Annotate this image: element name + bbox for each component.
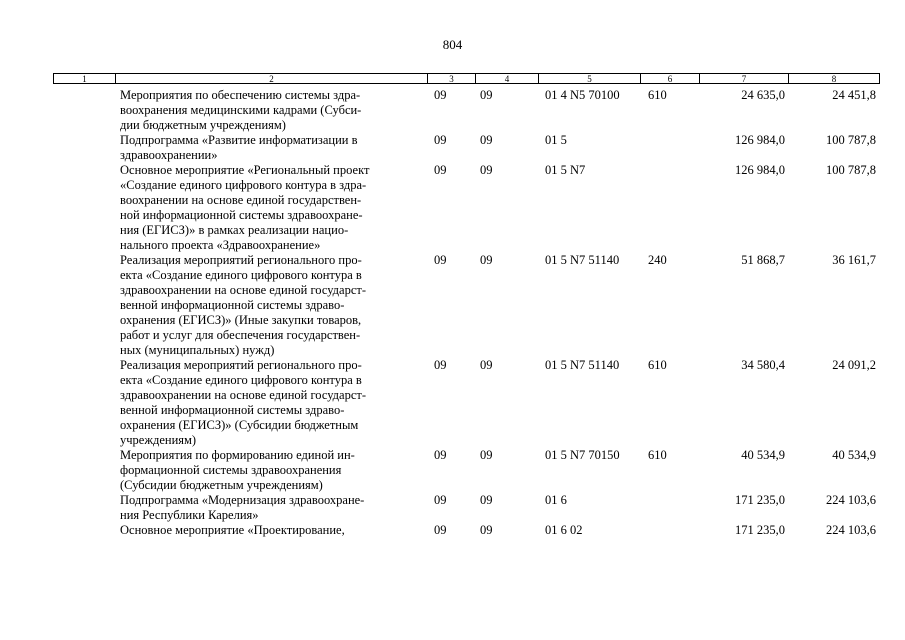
cell-col-6: 610	[648, 88, 667, 102]
description-line: екта «Создание единого цифрового контура в	[120, 268, 362, 282]
row-description	[120, 253, 420, 358]
cell-col-8: 100 787,8	[826, 163, 876, 177]
cell-col-7: 126 984,0	[735, 133, 785, 147]
description-line: нального проекта «Здравоохранение»	[120, 238, 321, 252]
header-col-3: 3	[427, 73, 476, 84]
cell-col-5: 01 4 N5 70100	[545, 88, 620, 102]
header-col-8: 8	[788, 73, 880, 84]
cell-col-7: 171 235,0	[735, 493, 785, 507]
description-line: ния Республики Карелия»	[120, 508, 259, 522]
table-row	[0, 88, 905, 133]
cell-col-5: 01 5 N7 70150	[545, 448, 620, 462]
cell-col-5: 01 6	[545, 493, 567, 507]
description-line: Подпрограмма «Модернизация здравоохране-	[120, 493, 365, 507]
cell-col-8: 24 091,2	[832, 358, 876, 372]
cell-col-7: 171 235,0	[735, 523, 785, 537]
cell-col-7: 126 984,0	[735, 163, 785, 177]
cell-col-4: 09	[480, 493, 493, 507]
description-line: венной информационной системы здраво-	[120, 298, 345, 312]
description-line: здравоохранении»	[120, 148, 218, 162]
cell-col-6: 610	[648, 358, 667, 372]
description-line: учреждениям)	[120, 433, 197, 447]
cell-col-5: 01 5 N7	[545, 163, 586, 177]
description-line: венной информационной системы здраво-	[120, 403, 345, 417]
header-col-4: 4	[475, 73, 539, 84]
description-line: (Субсидии бюджетным учреждениям)	[120, 478, 323, 492]
description-line: Мероприятия по обеспечению системы здра-	[120, 88, 361, 102]
row-description	[120, 358, 420, 448]
cell-col-7: 40 534,9	[741, 448, 785, 462]
description-line: работ и услуг для обеспечения государствен-	[120, 328, 361, 342]
table-row	[0, 358, 905, 448]
cell-col-8: 100 787,8	[826, 133, 876, 147]
description-line: ных (муниципальных) нужд)	[120, 343, 275, 357]
cell-col-7: 24 635,0	[741, 88, 785, 102]
row-description	[120, 163, 420, 253]
description-line: екта «Создание единого цифрового контура в	[120, 373, 362, 387]
cell-col-4: 09	[480, 358, 493, 372]
cell-col-6: 240	[648, 253, 667, 267]
cell-col-4: 09	[480, 133, 493, 147]
page-number: 804	[442, 37, 463, 52]
cell-col-6: 610	[648, 448, 667, 462]
cell-col-5: 01 5 N7 51140	[545, 253, 620, 267]
description-line: ния (ЕГИСЗ)» в рамках реализации нацио-	[120, 223, 349, 237]
cell-col-4: 09	[480, 163, 493, 177]
table-row	[0, 133, 905, 163]
cell-col-3: 09	[434, 448, 447, 462]
description-line: Основное мероприятие «Региональный проект	[120, 163, 370, 177]
description-line: Основное мероприятие «Проектирование,	[120, 523, 345, 537]
description-line: Мероприятия по формированию единой ин-	[120, 448, 355, 462]
description-line: Подпрограмма «Развитие информатизации в	[120, 133, 358, 147]
description-line: охранения (ЕГИСЗ)» (Субсидии бюджетным	[120, 418, 359, 432]
header-col-2: 2	[115, 73, 428, 84]
cell-col-5: 01 6 02	[545, 523, 583, 537]
row-description	[120, 493, 420, 523]
table-row	[0, 253, 905, 358]
row-description	[120, 88, 420, 133]
description-line: воохранения медицинскими кадрами (Субси-	[120, 103, 362, 117]
cell-col-4: 09	[480, 253, 493, 267]
table-row	[0, 493, 905, 523]
cell-col-8: 36 161,7	[832, 253, 876, 267]
cell-col-5: 01 5	[545, 133, 567, 147]
description-line: охранения (ЕГИСЗ)» (Иные закупки товаров,	[120, 313, 362, 327]
cell-col-8: 24 451,8	[832, 88, 876, 102]
cell-col-8: 224 103,6	[826, 523, 876, 537]
table-body	[0, 88, 905, 538]
description-line: здравоохранении на основе единой государст-	[120, 388, 367, 402]
description-line: «Создание единого цифрового контура в здра-	[120, 178, 367, 192]
header-col-5: 5	[538, 73, 641, 84]
description-line: здравоохранении на основе единой государст-	[120, 283, 367, 297]
cell-col-3: 09	[434, 493, 447, 507]
table-row	[0, 163, 905, 253]
row-description	[120, 523, 420, 538]
table-header	[53, 73, 880, 84]
cell-col-3: 09	[434, 88, 447, 102]
description-line: формационной системы здравоохранения	[120, 463, 342, 477]
table-row	[0, 523, 905, 538]
cell-col-4: 09	[480, 448, 493, 462]
cell-col-5: 01 5 N7 51140	[545, 358, 620, 372]
cell-col-8: 40 534,9	[832, 448, 876, 462]
cell-col-4: 09	[480, 88, 493, 102]
header-col-6: 6	[640, 73, 700, 84]
cell-col-3: 09	[434, 523, 447, 537]
description-line: Реализация мероприятий регионального про-	[120, 358, 362, 372]
table-row	[0, 448, 905, 493]
cell-col-3: 09	[434, 133, 447, 147]
cell-col-4: 09	[480, 523, 493, 537]
row-description	[120, 133, 420, 163]
cell-col-8: 224 103,6	[826, 493, 876, 507]
description-line: дии бюджетным учреждениям)	[120, 118, 286, 132]
cell-col-7: 34 580,4	[741, 358, 785, 372]
cell-col-7: 51 868,7	[741, 253, 785, 267]
cell-col-3: 09	[434, 163, 447, 177]
row-description	[120, 448, 420, 493]
header-col-7: 7	[699, 73, 789, 84]
cell-col-3: 09	[434, 253, 447, 267]
header-col-1: 1	[53, 73, 116, 84]
cell-col-3: 09	[434, 358, 447, 372]
description-line: Реализация мероприятий регионального про-	[120, 253, 362, 267]
description-line: ной информационной системы здравоохране-	[120, 208, 363, 222]
description-line: воохранении на основе единой государствен-	[120, 193, 362, 207]
